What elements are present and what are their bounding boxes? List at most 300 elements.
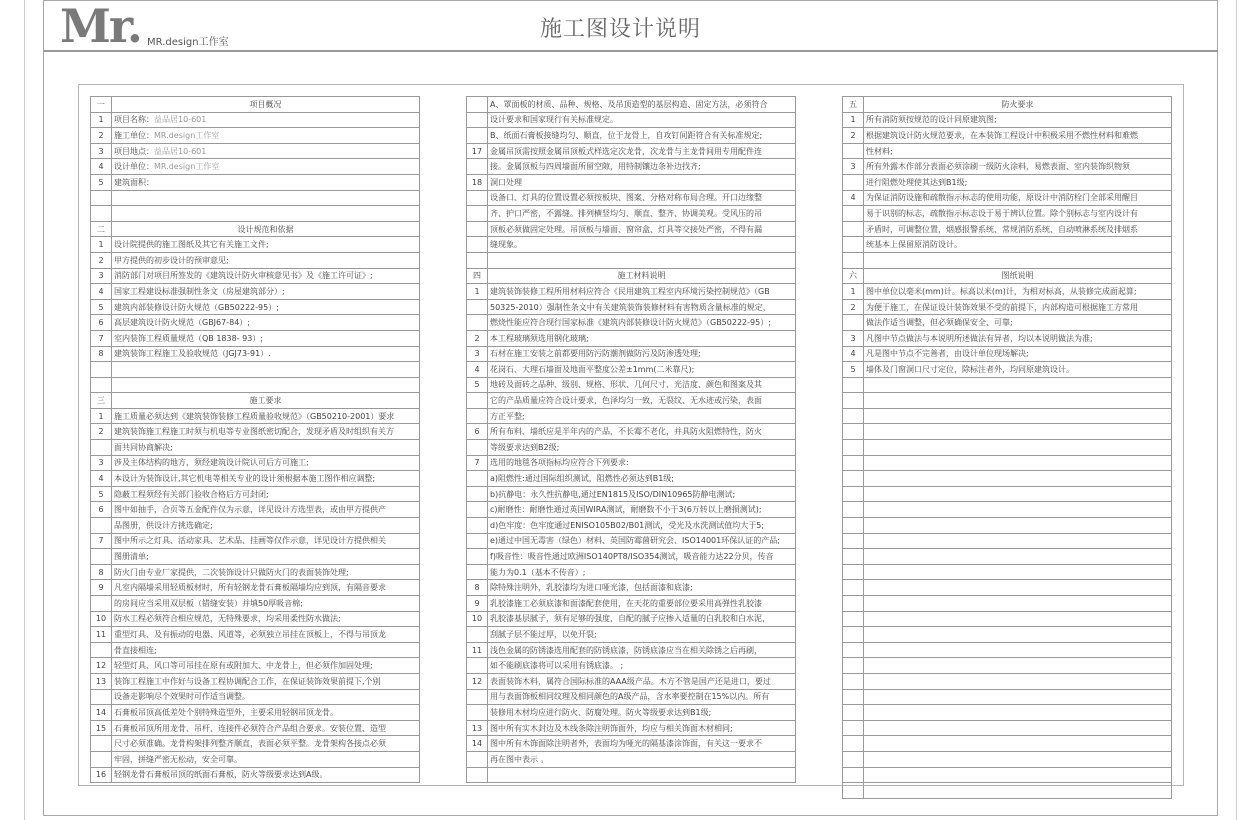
- row-number: 1: [843, 112, 864, 128]
- row-number: 8: [91, 346, 112, 362]
- row-text: [864, 393, 1172, 409]
- table-row: [843, 627, 1172, 643]
- row-number: 2: [467, 330, 488, 346]
- table-row: [91, 658, 420, 674]
- row-label: 设计要求和国家现行有关标准规定。: [490, 115, 618, 125]
- row-text: [112, 362, 420, 378]
- row-number: 3: [91, 455, 112, 471]
- row-number: 18: [467, 174, 488, 190]
- row-label: 建筑面积：: [114, 177, 154, 187]
- table-row: [843, 377, 1172, 393]
- row-label: 面共同协商解决;: [114, 442, 173, 452]
- row-label: 所有布料、墙纸应是半年内的产品，不长霉不老化，并具防火阻燃特性，防火: [490, 427, 762, 437]
- row-text: [864, 408, 1172, 424]
- row-label: 为保证消防设施和疏散指示标志的使用功能，原设计中消防栓门全部采用醒目: [866, 193, 1138, 203]
- row-label: 防水工程必须符合相应规范，无特殊要求，均采用柔性防水做法;: [114, 614, 341, 624]
- row-text: [112, 751, 420, 767]
- table-row: [91, 128, 420, 144]
- section-title: [112, 393, 420, 409]
- table-row: [91, 564, 420, 580]
- row-text: [112, 549, 420, 565]
- row-label: 凡室内隔墙采用轻质板材时，所有轻钢龙骨石膏板隔墙均应到顶，有隔音要求: [114, 583, 386, 593]
- row-text: [864, 299, 1172, 315]
- row-label: 设备口、灯具的位置设置必须按板块、图案、分格对称布局合理。开口边缘整: [490, 193, 762, 203]
- row-number: 5: [91, 299, 112, 315]
- row-number: 4: [843, 346, 864, 362]
- row-number: 6: [91, 502, 112, 518]
- table-row: [467, 705, 796, 721]
- row-value: 益品居10-601: [154, 115, 207, 125]
- table-row: [467, 143, 796, 159]
- table-row: [467, 471, 796, 487]
- table-row: [91, 252, 420, 268]
- row-label: 能力为0.1（基本不传音）;: [490, 567, 586, 577]
- table-row: [91, 533, 420, 549]
- table-row: [91, 736, 420, 752]
- row-text: [864, 533, 1172, 549]
- row-label: 凡图中节点做法与本说明所述做法有异者，均以本说明做法为准;: [866, 333, 1093, 343]
- row-text: [864, 549, 1172, 565]
- row-text: [488, 720, 796, 736]
- table-row: [843, 518, 1172, 534]
- row-label: 施工材料说明: [617, 271, 666, 281]
- row-text: [488, 237, 796, 253]
- table-row: [467, 97, 796, 113]
- table-row: [91, 174, 420, 190]
- row-number: [467, 315, 488, 331]
- row-text: [864, 627, 1172, 643]
- row-number: 10: [467, 611, 488, 627]
- spec-table-middle: [466, 96, 796, 783]
- row-text: [488, 471, 796, 487]
- table-row: [91, 408, 420, 424]
- row-label: 高层建筑设计防火规范（GBJ67-84）;: [114, 318, 250, 328]
- table-row: [467, 206, 796, 222]
- table-row: [843, 440, 1172, 456]
- row-text: [488, 252, 796, 268]
- row-label: 用与表面饰板相同纹理及相同颜色的A级产品，含水率要控制在15%以内。所有: [490, 692, 770, 702]
- row-number: [843, 408, 864, 424]
- table-row: [843, 549, 1172, 565]
- row-text: [112, 143, 420, 159]
- table-row: [91, 440, 420, 456]
- row-text: [864, 689, 1172, 705]
- table-row: [467, 689, 796, 705]
- row-label: 再在图中表示 。: [490, 754, 549, 764]
- row-number: [467, 533, 488, 549]
- row-text: [112, 455, 420, 471]
- row-label: 图中单位以毫米(mm)计。标高以米(m)计，为相对标高，从装修完成面起算;: [866, 286, 1137, 296]
- table-row: [91, 486, 420, 502]
- row-label: 金属吊顶需按照金属吊顶板式样选定次龙骨，次龙骨与主龙骨间用专用配件连: [490, 146, 762, 156]
- table-row: [91, 346, 420, 362]
- row-text: [112, 159, 420, 175]
- row-text: [112, 658, 420, 674]
- table-row: [467, 455, 796, 471]
- row-label: 品图册，供设计方挑选确定;: [114, 520, 213, 530]
- table-row: [843, 159, 1172, 175]
- row-label: 项目名称：: [114, 115, 154, 125]
- row-number: [843, 627, 864, 643]
- row-text: [112, 408, 420, 424]
- row-label: 顶板必须做固定处理。吊顶板与墙面、窗帘盒、灯具等交接处严密，不得有漏: [490, 224, 762, 234]
- table-row: [467, 252, 796, 268]
- row-number: 12: [91, 658, 112, 674]
- table-row: [843, 751, 1172, 767]
- section-header-row: [843, 97, 1172, 113]
- row-number: 3: [467, 346, 488, 362]
- row-label: 刮腻子层不能过厚，以免开裂;: [490, 629, 597, 639]
- table-row: [467, 502, 796, 518]
- row-number: 12: [467, 673, 488, 689]
- table-row: [91, 455, 420, 471]
- table-row: [467, 237, 796, 253]
- logo-subtitle: MR.design工作室: [147, 37, 229, 48]
- row-text: [488, 502, 796, 518]
- row-text: [488, 440, 796, 456]
- row-number: [843, 471, 864, 487]
- row-text: [864, 502, 1172, 518]
- row-label: 燃烧性能应符合现行国家标准《建筑内部装修设计防火规范》（GB50222-95）;: [490, 318, 771, 328]
- table-row: [91, 580, 420, 596]
- row-number: [843, 580, 864, 596]
- row-text: [864, 658, 1172, 674]
- row-text: [112, 502, 420, 518]
- row-number: [843, 486, 864, 502]
- row-number: 5: [843, 362, 864, 378]
- page-title: 施工图设计说明: [540, 17, 702, 42]
- row-label: 50325-2010）强制性条文中有关建筑装饰装修材料有害物质含量标准的规定，: [490, 302, 771, 312]
- spec-table-left: [90, 96, 420, 783]
- row-number: [467, 767, 488, 783]
- row-label: 牢固，拼缝严密无松动，安全可靠。: [114, 754, 242, 764]
- section-title: [112, 97, 420, 113]
- table-row: [843, 206, 1172, 222]
- table-row: [843, 471, 1172, 487]
- row-number: [467, 486, 488, 502]
- table-row: [843, 284, 1172, 300]
- row-text: [864, 751, 1172, 767]
- row-number: [467, 221, 488, 237]
- table-row: [467, 533, 796, 549]
- table-row: [843, 720, 1172, 736]
- table-row: [843, 502, 1172, 518]
- table-row: [91, 471, 420, 487]
- row-number: [843, 237, 864, 253]
- row-number: 5: [467, 377, 488, 393]
- row-number: [843, 642, 864, 658]
- table-row: [91, 284, 420, 300]
- row-number: 1: [467, 284, 488, 300]
- row-text: [864, 377, 1172, 393]
- table-row: [467, 642, 796, 658]
- row-text: [488, 408, 796, 424]
- table-row: [843, 190, 1172, 206]
- row-text: [488, 564, 796, 580]
- row-text: [112, 112, 420, 128]
- row-number: 13: [91, 673, 112, 689]
- table-row: [91, 627, 420, 643]
- row-number: [467, 128, 488, 144]
- row-number: 8: [91, 564, 112, 580]
- row-number: [91, 440, 112, 456]
- row-number: 9: [467, 596, 488, 612]
- table-row: [843, 315, 1172, 331]
- row-text: [112, 206, 420, 222]
- table-row: [843, 642, 1172, 658]
- logo: Mr.: [60, 0, 141, 53]
- row-text: [112, 346, 420, 362]
- row-label: 进行阻燃处理使其达到B1级;: [866, 177, 968, 187]
- row-label: 石膏板吊顶所用龙骨、吊杆、连接件必须符合产品组合要求。安装位置、造型: [114, 723, 386, 733]
- table-row: [91, 424, 420, 440]
- row-number: 14: [467, 736, 488, 752]
- row-text: [864, 783, 1172, 799]
- row-label: b)抗静电：永久性抗静电,通过EN1815及ISO/DIN10965防静电测试;: [490, 489, 736, 499]
- row-text: [864, 440, 1172, 456]
- row-text: [488, 377, 796, 393]
- row-text: [488, 689, 796, 705]
- row-text: [112, 424, 420, 440]
- row-text: [488, 642, 796, 658]
- row-number: 13: [467, 720, 488, 736]
- row-text: [488, 673, 796, 689]
- row-label: 重型灯具、及有振动的电器、风道等，必须独立吊挂在顶板上，不得与吊顶龙: [114, 629, 386, 639]
- row-label: 室内装饰工程质量规范（QB 1838- 93）;: [114, 333, 263, 343]
- table-row: [91, 299, 420, 315]
- row-number: [467, 658, 488, 674]
- table-row: [467, 767, 796, 783]
- row-number: 4: [91, 284, 112, 300]
- row-text: [864, 237, 1172, 253]
- row-value: MR.design工作室: [154, 162, 220, 172]
- row-number: [91, 518, 112, 534]
- row-label: 甲方提供的初步设计的预审意见;: [114, 255, 229, 265]
- table-row: [467, 751, 796, 767]
- row-number: [843, 393, 864, 409]
- table-row: [91, 767, 420, 783]
- row-text: [488, 424, 796, 440]
- section-header-row: [91, 393, 420, 409]
- table-row: [91, 315, 420, 331]
- table-row: [467, 190, 796, 206]
- row-number: [843, 455, 864, 471]
- row-label: 石膏板吊顶高低差处个别特殊造型外，主要采用轻钢吊顶龙骨。: [114, 707, 338, 717]
- row-text: [112, 689, 420, 705]
- table-row: [91, 206, 420, 222]
- row-number: [843, 720, 864, 736]
- table-row: [467, 736, 796, 752]
- row-label: 设备走影响尽个效果时可作适当调整。: [114, 692, 250, 702]
- row-number: 7: [467, 455, 488, 471]
- table-row: [843, 455, 1172, 471]
- table-row: [91, 642, 420, 658]
- row-label: 地砖及面砖之品种、级别、规格、形状、几何尺寸、光洁度、颜色和图案及其: [490, 380, 762, 390]
- row-number: [91, 549, 112, 565]
- row-number: [843, 424, 864, 440]
- row-label: 装饰工程施工中作好与设备工程协调配合工作，在保证装饰效果前提下,个别: [114, 676, 381, 686]
- row-text: [864, 143, 1172, 159]
- row-label: 齐、护口严密，不露缝。排列横竖均匀、顺直、整齐、协调美观。受风压的吊: [490, 208, 762, 218]
- table-row: [91, 689, 420, 705]
- row-label: e)通过中国无毒害（绿色）材料、英国防霉菌研究会、ISO14001环保认证的产品;: [490, 536, 780, 546]
- row-label: 隐蔽工程须经有关部门验收合格后方可封闭;: [114, 489, 269, 499]
- row-number: 2: [843, 128, 864, 144]
- row-number: [467, 564, 488, 580]
- row-number: [91, 206, 112, 222]
- row-number: [843, 518, 864, 534]
- row-text: [112, 564, 420, 580]
- row-number: [843, 174, 864, 190]
- row-text: [864, 705, 1172, 721]
- row-text: [864, 362, 1172, 378]
- row-number: [91, 377, 112, 393]
- row-number: 1: [91, 237, 112, 253]
- table-row: [467, 284, 796, 300]
- table-row: [467, 658, 796, 674]
- row-number: [843, 564, 864, 580]
- row-text: [864, 471, 1172, 487]
- row-text: [864, 346, 1172, 362]
- table-row: [467, 393, 796, 409]
- table-row: [91, 377, 420, 393]
- row-number: 4: [91, 471, 112, 487]
- row-number: [467, 206, 488, 222]
- row-label: 统基本上保留原消防设计。: [866, 240, 962, 250]
- row-number: 三: [91, 393, 112, 409]
- row-number: 2: [91, 128, 112, 144]
- row-text: [112, 330, 420, 346]
- table-row: [91, 112, 420, 128]
- section-header-row: [467, 268, 796, 284]
- row-number: 1: [843, 284, 864, 300]
- table-row: [467, 330, 796, 346]
- table-row: [843, 486, 1172, 502]
- row-number: 2: [843, 299, 864, 315]
- row-label: 施工单位：: [114, 130, 154, 140]
- row-number: [467, 159, 488, 175]
- table-row: [843, 736, 1172, 752]
- row-text: [864, 564, 1172, 580]
- row-text: [488, 767, 796, 783]
- row-number: [467, 440, 488, 456]
- row-label: c)耐磨性：耐磨性通过英国WIRA测试，耐磨数不小于3(6万转以上磨损测试);: [490, 505, 762, 515]
- row-text: [488, 159, 796, 175]
- table-row: [467, 174, 796, 190]
- row-value: MR.design工作室: [154, 130, 220, 140]
- row-number: 6: [467, 424, 488, 440]
- row-label: 设计单位：: [114, 162, 154, 172]
- table-row: [91, 611, 420, 627]
- row-text: [488, 143, 796, 159]
- row-number: [91, 596, 112, 612]
- row-number: [843, 596, 864, 612]
- row-text: [488, 455, 796, 471]
- table-row: [843, 252, 1172, 268]
- table-row: [467, 159, 796, 175]
- table-row: [843, 611, 1172, 627]
- row-text: [488, 549, 796, 565]
- row-text: [112, 533, 420, 549]
- table-row: [843, 362, 1172, 378]
- table-row: [843, 596, 1172, 612]
- row-number: 二: [91, 221, 112, 237]
- row-number: [843, 751, 864, 767]
- row-label: 本工程玻璃须选用钢化玻璃;: [490, 333, 589, 343]
- row-label: 建筑内部装修设计防火规范（GB50222-95）;: [114, 302, 279, 312]
- row-number: 五: [843, 97, 864, 113]
- row-number: [843, 533, 864, 549]
- row-number: 3: [91, 268, 112, 284]
- section-title: [864, 268, 1172, 284]
- row-text: [488, 315, 796, 331]
- row-label: 矛盾时，可调整位置，烟感报警系统、常规消防系统、自动喷淋系统及排烟系: [866, 224, 1138, 234]
- table-row: [91, 549, 420, 565]
- row-text: [488, 206, 796, 222]
- table-row: [467, 518, 796, 534]
- row-number: 4: [467, 362, 488, 378]
- table-row: [843, 673, 1172, 689]
- row-number: [843, 315, 864, 331]
- row-text: [112, 315, 420, 331]
- row-number: 5: [91, 174, 112, 190]
- row-text: [112, 705, 420, 721]
- row-number: [843, 549, 864, 565]
- row-text: [488, 128, 796, 144]
- table-row: [467, 564, 796, 580]
- row-label: 项目地点：: [114, 146, 154, 156]
- row-text: [864, 159, 1172, 175]
- row-text: [864, 767, 1172, 783]
- row-number: [91, 642, 112, 658]
- section-title: [864, 97, 1172, 113]
- row-label: 项目概况: [249, 99, 282, 109]
- spec-table-right: [842, 96, 1172, 799]
- row-label: 建筑装饰装修工程所用材料应符合《民用建筑工程室内环境污染控制规范》（GB: [490, 286, 770, 296]
- table-row: [467, 596, 796, 612]
- row-number: 7: [91, 330, 112, 346]
- row-text: [112, 673, 420, 689]
- table-row: [467, 408, 796, 424]
- row-number: 3: [843, 330, 864, 346]
- row-text: [864, 596, 1172, 612]
- row-label: 墙体及门窗洞口尺寸定位，除标注者外，均同原建筑设计。: [866, 364, 1074, 374]
- row-label: 建筑装饰施工程施工时须与机电等专业图纸密切配合，发现矛盾及时组织有关方: [114, 427, 394, 437]
- row-text: [488, 97, 796, 113]
- row-number: 4: [843, 190, 864, 206]
- row-number: 9: [91, 580, 112, 596]
- row-text: [112, 471, 420, 487]
- section-header-row: [91, 221, 420, 237]
- row-text: [488, 705, 796, 721]
- table-row: [91, 502, 420, 518]
- table-row: [843, 424, 1172, 440]
- table-row: [843, 112, 1172, 128]
- row-text: [864, 252, 1172, 268]
- row-text: [112, 767, 420, 783]
- row-text: [488, 346, 796, 362]
- row-text: [864, 221, 1172, 237]
- table-row: [91, 143, 420, 159]
- table-row: [467, 627, 796, 643]
- row-number: [467, 549, 488, 565]
- row-text: [488, 112, 796, 128]
- row-text: [864, 455, 1172, 471]
- row-label: 所有消防须按规范的设计同原建筑图;: [866, 115, 997, 125]
- row-text: [112, 627, 420, 643]
- row-text: [864, 112, 1172, 128]
- header-divider: [43, 50, 1218, 52]
